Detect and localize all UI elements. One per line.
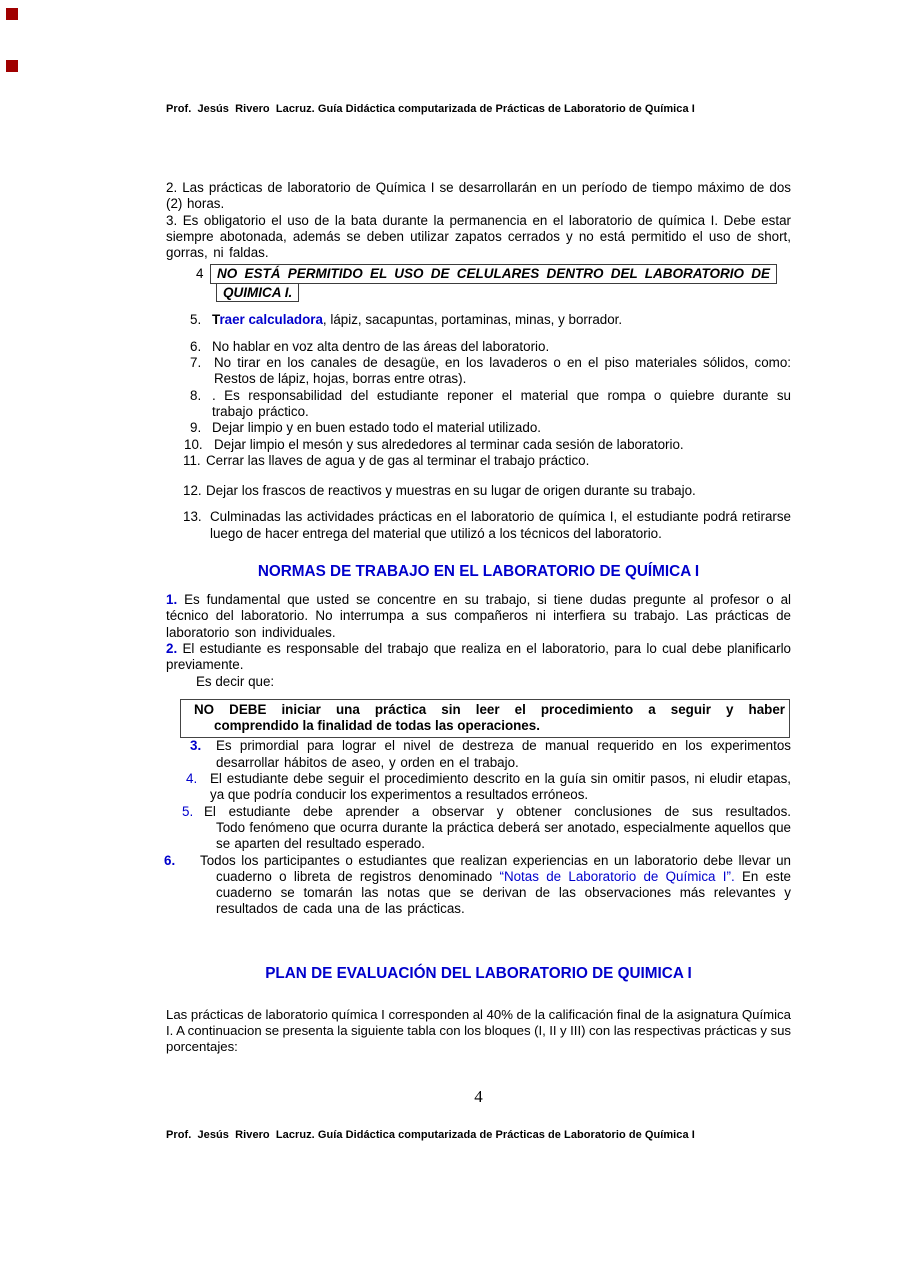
page-footer: Prof. Jesús Rivero Lacruz. Guía Didáctica computarizada de Prácticas de Laboratorio de Química I (166, 1129, 695, 1141)
item-text: Dejar limpio y en buen estado todo el material utilizado. (212, 420, 541, 436)
note-box-no-debe (180, 699, 790, 739)
rule-item-11 (166, 453, 791, 469)
list-number: 5. (190, 312, 202, 328)
list-number: 13. (183, 509, 202, 525)
rule-item-3: 3. Es obligatorio el uso de la bata durante la permanencia en el laboratorio de química I. Debe estar siempre abotonada, además se deben utilizar zapatos cerrados y no está permitido el uso de short, gorras, ni faldas. (166, 212, 791, 261)
work-rule-5-rest: Todo fenómeno que ocurra durante la práctica deberá ser anotado, especialmente aquellos que se aparten del resultado esperado. (216, 819, 791, 852)
rule-item-6 (166, 339, 791, 355)
work-rule-6: 6. Todos los participantes o estudiantes que realizan experiencias en un laboratorio debe llevar un cuaderno o libreta de registros denominado “Notas de Laboratorio de Química I”. En este cuaderno se tomarán las notas que se derivan de las observaciones más relevantes y resultados de cada una de las prácticas. (164, 852, 791, 917)
item-text: El estudiante debe seguir el procedimiento descrito en la guía sin omitir pasos, ni eludir etapas, ya que podría conducir los experimentos a resultados erróneos. (210, 771, 791, 803)
rule-item-9 (166, 420, 791, 436)
item-text: Cerrar las llaves de agua y de gas al terminar el trabajo práctico. (206, 452, 590, 468)
item-text: Dejar los frascos de reactivos y muestras en su lugar de origen durante su trabajo. (206, 483, 696, 499)
list-number: 8. (190, 387, 202, 403)
item-text: No hablar en voz alta dentro de las áreas del laboratorio. (212, 338, 550, 354)
item5-prefix: T (212, 312, 220, 328)
work-rule-3 (166, 738, 791, 771)
list-number: 2. (166, 640, 178, 656)
es-decir-label: Es decir que: (196, 673, 275, 689)
work-rule-2 (166, 641, 791, 674)
work-rule-4 (166, 771, 791, 804)
rule-item-7 (166, 355, 791, 388)
rule-item-12 (166, 483, 791, 499)
list-number: 11. (183, 452, 201, 468)
rule-item-8 (166, 388, 791, 421)
section-heading-normas: NORMAS DE TRABAJO EN EL LABORATORIO DE QUÍMICA I (257, 563, 700, 581)
work-rule-5 (166, 804, 791, 853)
item5-rest: , lápiz, sacapuntas, portaminas, minas, y borrador. (322, 312, 623, 328)
item5-highlight: raer calculadora (219, 312, 323, 328)
rule-item-2: 2. Las prácticas de laboratorio de Química I se desarrollarán en un período de tiempo máximo de dos (2) horas. (166, 180, 791, 212)
rule-item-10 (166, 437, 791, 453)
red-square-marker-bottom (6, 60, 18, 72)
section-heading-plan: PLAN DE EVALUACIÓN DEL LABORATORIO DE QUIMICA I (265, 964, 692, 982)
warning-box-line1: NO ESTÁ PERMITIDO EL USO DE CELULARES DENTRO DEL LABORATORIO DE (210, 264, 777, 284)
list-number: 3. (190, 738, 202, 754)
item-text: . Es responsabilidad del estudiante reponer el material que rompa o quiebre durante su trabajo práctico. (212, 387, 791, 419)
item-text: No tirar en los canales de desagüe, en los lavaderos o en el piso materiales sólidos, como: Restos de lápiz, hojas, borras entre otras). (214, 355, 791, 387)
red-square-marker-top (6, 8, 18, 20)
list-number: 10. (184, 436, 203, 452)
list-number: 4 (196, 266, 204, 282)
work-rule-1 (166, 592, 791, 641)
rule-item-4-celulares-box (196, 264, 791, 302)
note-box-line2: comprendido la finalidad de todas las operaciones. (214, 718, 540, 734)
rule-item-5 (166, 312, 791, 328)
note-box-line1: NO DEBE iniciar una práctica sin leer el procedimiento a seguir y haber (194, 701, 785, 717)
item-text: Dejar limpio el mesón y sus alrededores al terminar cada sesión de laboratorio. (214, 436, 684, 452)
list-number: 9. (190, 420, 202, 436)
quoted-notebook-title: “Notas de Laboratorio de Química I”. (499, 868, 735, 884)
content-column (166, 180, 791, 1107)
list-number: 12. (183, 483, 202, 499)
warning-box-line2: QUIMICA I. (216, 283, 299, 303)
list-number: 5. (182, 803, 194, 819)
list-number: 4. (186, 771, 198, 787)
item-text: En este cuaderno se tomarán las notas que se derivan de las observaciones más relevantes y resultados de cada una de las prácticas. (216, 868, 791, 917)
item-text: Culminadas las actividades prácticas en el laboratorio de química I, el estudiante podrá retirarse luego de hacer entrega del material que utilizó a los técnicos del laboratorio. (210, 509, 791, 541)
rule-item-13 (166, 509, 791, 542)
list-number: 6. (190, 338, 202, 354)
item-text: Todos los participantes o estudiantes que realizan experiencias en un laboratorio debe llevar un cuaderno o libreta de registros denominado (200, 852, 791, 884)
item-text: El estudiante es responsable del trabajo que realiza en el laboratorio, para lo cual debe planificarlo previamente. (166, 640, 791, 673)
page-header: Prof. Jesús Rivero Lacruz. Guía Didáctica computarizada de Prácticas de Laboratorio de Química I (166, 103, 695, 115)
item-text: Es fundamental que usted se concentre en su trabajo, si tiene dudas pregunte al profesor o al técnico del laboratorio. No interrumpa a sus compañeros ni interfiera su trabajo. Las prácticas de laboratorio son individuales. (166, 592, 791, 640)
list-number: 7. (190, 355, 202, 371)
page-number: 4 (474, 1086, 483, 1106)
item-text: Es primordial para lograr el nivel de destreza de manual requerido en los experimentos desarrollar hábitos de aseo, y orden en el trabajo. (216, 738, 791, 770)
work-rule-5-line1: El estudiante debe aprender a observar y obtener conclusiones de sus resultados. (204, 803, 791, 819)
list-number: 1. (166, 592, 178, 608)
plan-paragraph: Las prácticas de laboratorio química I corresponden al 40% de la calificación final de la asignatura Química I. A continuacion se presenta la siguiente tabla con los bloques (I, II y III) con las respectivas prácticas y sus porcentajes: (166, 1006, 791, 1055)
